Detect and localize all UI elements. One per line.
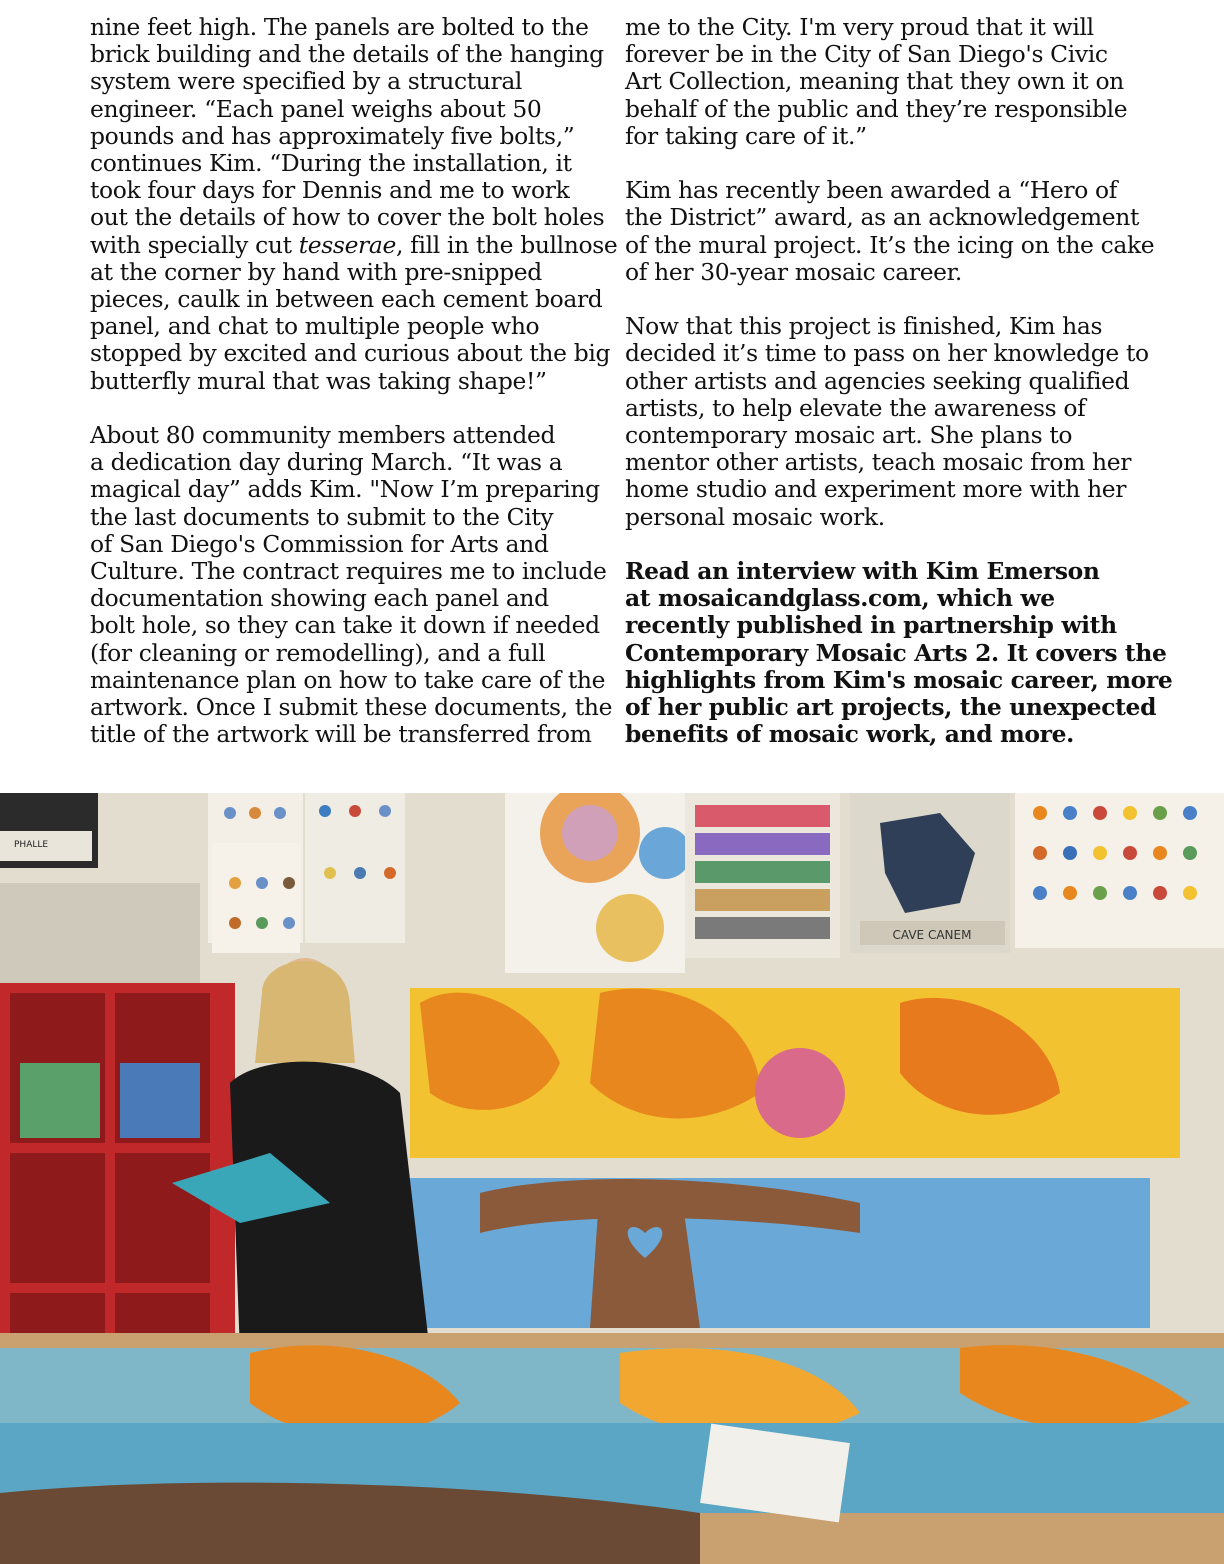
right-paragraph-3 bbox=[625, 312, 1149, 531]
text-line: forever be in the City of San Diego's Civic bbox=[625, 40, 1108, 69]
article-body bbox=[90, 13, 1173, 754]
text-line: recently published in partnership with bbox=[625, 611, 1117, 640]
text-line: personal mosaic work. bbox=[625, 502, 885, 531]
left-paragraph-2 bbox=[90, 421, 613, 749]
text-line: magical day” adds Kim. "Now I’m preparing bbox=[90, 475, 600, 504]
studio-photo bbox=[0, 793, 1224, 1564]
text-line: (for cleaning or remodelling), and a full bbox=[90, 638, 546, 667]
text-line: me to the City. I'm very proud that it will bbox=[625, 13, 1094, 41]
text-line: Kim has recently been awarded a “Hero of bbox=[625, 176, 1118, 205]
text-line: at mosaicandglass.com, which we bbox=[625, 584, 1055, 613]
text-line: pieces, caulk in between each cement board bbox=[90, 285, 603, 314]
text-line: decided it’s time to pass on her knowledge to bbox=[625, 339, 1149, 368]
interview-callout bbox=[625, 557, 1173, 749]
text-line: for taking care of it.” bbox=[625, 121, 867, 150]
text-line: Art Collection, meaning that they own it on bbox=[625, 67, 1124, 96]
left-column bbox=[90, 13, 618, 776]
text-run: , fill in the bullnose bbox=[395, 230, 618, 259]
text-line: engineer. “Each panel weighs about 50 bbox=[90, 94, 542, 123]
text-line: butterfly mural that was taking shape!” bbox=[90, 366, 547, 395]
text-line: system were specified by a structural bbox=[90, 67, 523, 96]
text-line: pounds and has approximately five bolts,” bbox=[90, 121, 575, 150]
text-line: artwork. Once I submit these documents, the bbox=[90, 693, 613, 722]
color-wheel bbox=[596, 894, 664, 962]
text-line: a dedication day during March. “It was a bbox=[90, 448, 563, 477]
text-line: contemporary mosaic art. She plans to bbox=[625, 421, 1073, 450]
text-line: Read an interview with Kim Emerson bbox=[625, 557, 1100, 586]
swatch-grid bbox=[695, 805, 830, 939]
text-line bbox=[90, 230, 618, 259]
studio-illustration bbox=[0, 793, 1224, 1564]
text-line: Contemporary Mosaic Arts 2. It covers the bbox=[625, 638, 1167, 667]
text-line: highlights from Kim's mosaic career, more bbox=[625, 665, 1173, 694]
text-line: home studio and experiment more with her bbox=[625, 475, 1127, 504]
text-line: of San Diego's Commission for Arts and bbox=[90, 529, 549, 558]
text-line: benefits of mosaic work, and more. bbox=[625, 720, 1074, 749]
sign-text: CAVE CANEM bbox=[892, 928, 972, 942]
text-line: Culture. The contract requires me to include bbox=[90, 557, 607, 586]
right-paragraph-2 bbox=[625, 176, 1155, 286]
butterfly-chart bbox=[212, 843, 300, 953]
left-paragraph-1 bbox=[90, 13, 618, 395]
text-line: the last documents to submit to the City bbox=[90, 502, 554, 531]
text-line: Now that this project is finished, Kim has bbox=[625, 312, 1103, 341]
text-line: documentation showing each panel and bbox=[90, 584, 549, 613]
right-column bbox=[625, 13, 1173, 776]
text-line: of her 30-year mosaic career. bbox=[625, 257, 963, 286]
text-line: artists, to help elevate the awareness of bbox=[625, 393, 1086, 422]
text-line: out the details of how to cover the bolt holes bbox=[90, 203, 605, 232]
text-line: of the mural project. It’s the icing on the cake bbox=[625, 230, 1155, 259]
text-line: title of the artwork will be transferred from bbox=[90, 720, 592, 749]
mural-flower bbox=[755, 1048, 845, 1138]
jars bbox=[0, 883, 200, 983]
color-wheel-small bbox=[639, 827, 691, 879]
text-run: with specially cut bbox=[90, 230, 299, 259]
text-line: behalf of the public and they’re responsible bbox=[625, 94, 1128, 123]
text-line: took four days for Dennis and me to work bbox=[90, 176, 570, 205]
text-line: brick building and the details of the hanging bbox=[90, 40, 604, 69]
text-line: the District” award, as an acknowledgement bbox=[625, 203, 1139, 232]
text-line: bolt hole, so they can take it down if needed bbox=[90, 611, 600, 640]
right-paragraph-1 bbox=[625, 14, 1145, 150]
poster-text: PHALLE bbox=[14, 840, 49, 850]
text-line: other artists and agencies seeking qualified bbox=[625, 366, 1130, 395]
text-line: mentor other artists, teach mosaic from her bbox=[625, 448, 1132, 477]
text-line: at the corner by hand with pre-snipped bbox=[90, 257, 542, 286]
text-line: of her public art projects, the unexpected bbox=[625, 693, 1157, 722]
text-line: nine feet high. The panels are bolted to the bbox=[90, 13, 589, 41]
text-line: maintenance plan on how to take care of the bbox=[90, 665, 606, 694]
text-line: About 80 community members attended bbox=[90, 421, 556, 450]
color-wheel-center bbox=[562, 805, 618, 861]
text-line: continues Kim. “During the installation, it bbox=[90, 149, 572, 178]
italic-term: tesserae bbox=[298, 230, 396, 259]
text-line: panel, and chat to multiple people who bbox=[90, 312, 540, 341]
text-line: stopped by excited and curious about the big bbox=[90, 339, 611, 368]
